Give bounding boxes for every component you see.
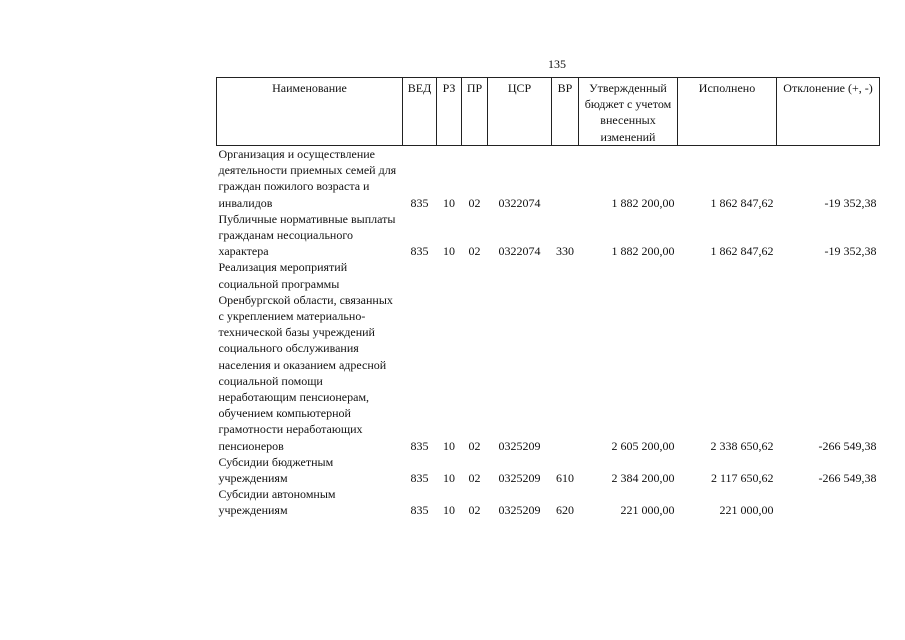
header-rz: РЗ: [437, 78, 462, 146]
row-vr: [552, 259, 579, 453]
row-name: Реализация мероприятий социальной программы Оренбургской области, связанных с укреплением материально-технической базы учреждений социального обслуживания населения и оказанием адресной социальной помощи неработающим пенсионерам, обучением компьютерной грамотности неработающих пенсионеров: [218, 260, 393, 453]
row-csr: 0325209: [498, 438, 541, 453]
table-row: [217, 259, 880, 453]
row-executed: 2 338 650,62: [710, 438, 774, 453]
row-name: Субсидии автономным учреждениям: [218, 487, 336, 518]
row-rz: 10: [443, 471, 455, 486]
row-deviation: -19 352,38: [824, 244, 877, 259]
header-vr: ВР: [552, 78, 579, 146]
budget-table: [216, 77, 880, 519]
row-csr: 0322074: [498, 244, 541, 259]
header-csr: ЦСР: [488, 78, 552, 146]
row-pr: 02: [468, 195, 481, 210]
row-pr: 02: [468, 503, 481, 518]
row-approved: 2 605 200,00: [611, 438, 675, 453]
row-ved: 835: [410, 438, 429, 453]
row-ved: 835: [410, 195, 429, 210]
header-name: Наименование: [217, 78, 403, 146]
table-row: [217, 211, 880, 260]
row-ved: 835: [410, 244, 429, 259]
row-rz: 10: [443, 438, 455, 453]
row-rz: 10: [443, 503, 455, 518]
row-executed: 1 862 847,62: [710, 244, 774, 259]
row-approved: 221 000,00: [620, 503, 675, 518]
row-pr: 02: [468, 438, 481, 453]
row-name: Субсидии бюджетным учреждениям: [218, 454, 334, 486]
row-vr: 610: [556, 471, 574, 486]
header-approved: Утвержденный бюджет с учетом внесенных изменений: [579, 78, 678, 146]
row-name: Организация и осуществление деятельности приемных семей для граждан пожилого возраста и инвалидов: [218, 147, 397, 210]
row-ved: 835: [410, 471, 429, 486]
page-number: 135: [548, 57, 566, 71]
row-approved: 2 384 200,00: [611, 471, 675, 486]
table-row: [217, 146, 880, 211]
row-deviation: [777, 486, 880, 518]
row-vr: [552, 146, 579, 211]
table-header-row: [217, 78, 880, 146]
row-csr: 0325209: [498, 503, 541, 518]
row-csr: 0322074: [498, 195, 541, 210]
row-name: Публичные нормативные выплаты гражданам несоциального характера: [218, 211, 396, 259]
row-deviation: -266 549,38: [818, 471, 877, 486]
row-deviation: -266 549,38: [818, 438, 877, 453]
table-row: [217, 486, 880, 518]
row-rz: 10: [443, 244, 455, 259]
row-pr: 02: [468, 244, 481, 259]
row-executed: 221 000,00: [719, 503, 774, 518]
header-executed: Исполнено: [678, 78, 777, 146]
row-pr: 02: [468, 471, 481, 486]
row-vr: 620: [556, 503, 574, 518]
header-deviation: Отклонение (+, -): [777, 78, 880, 146]
row-ved: 835: [410, 503, 429, 518]
row-vr: 330: [556, 244, 574, 259]
header-ved: ВЕД: [403, 78, 437, 146]
row-deviation: -19 352,38: [824, 195, 877, 210]
header-pr: ПР: [462, 78, 488, 146]
row-rz: 10: [443, 195, 455, 210]
row-executed: 1 862 847,62: [710, 195, 774, 210]
table-row: [217, 454, 880, 486]
row-approved: 1 882 200,00: [611, 195, 675, 210]
row-csr: 0325209: [498, 471, 541, 486]
row-approved: 1 882 200,00: [611, 244, 675, 259]
row-executed: 2 117 650,62: [710, 471, 774, 486]
